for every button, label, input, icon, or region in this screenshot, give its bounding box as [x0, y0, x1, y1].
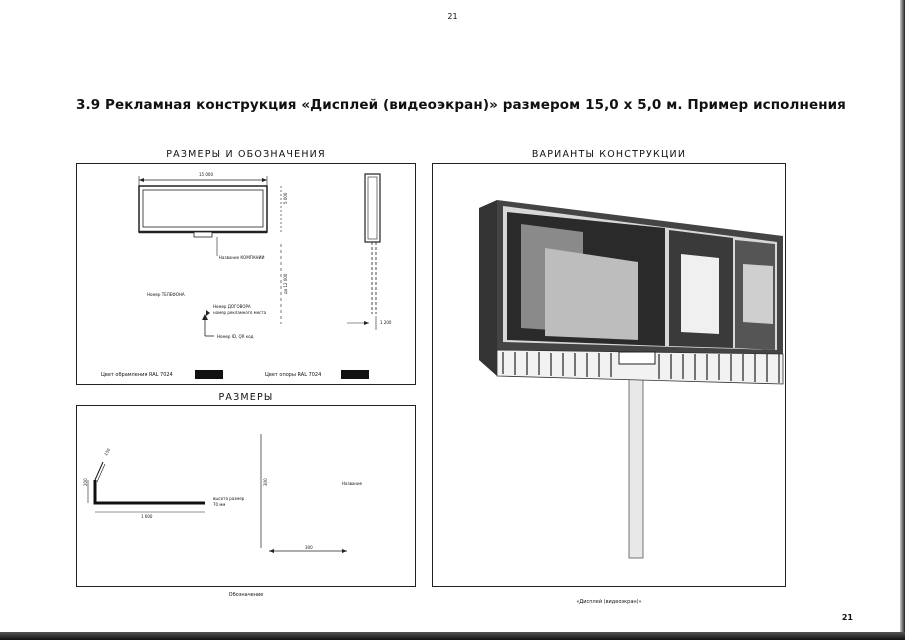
letter-height-label: высота размер: [213, 496, 245, 501]
pole-width-label: 1 200: [380, 320, 392, 325]
ad-place-number-label: номер рекламного места: [213, 310, 267, 315]
name-sample-label: Название: [342, 481, 363, 486]
phone-number-label: Номер ТЕЛЕФОНА: [147, 292, 185, 297]
width-dimension-label: 15 000: [199, 172, 213, 177]
variants-panel-heading: ВАРИАНТЫ КОНСТРУКЦИИ: [531, 149, 687, 160]
profile-depth-label: 150: [103, 447, 112, 457]
scan-edge-right: [900, 0, 905, 640]
section-title: 3.9 Рекламная конструкция «Дисплей (видеоэкран)» размером 15,0 х 5,0 м. Пример исполнения: [76, 97, 846, 113]
billboard-front-and-side-drawing: [77, 164, 414, 383]
sizes-panel-heading: РАЗМЕРЫ: [218, 392, 274, 403]
page-number-top: 21: [447, 12, 458, 21]
support-color-label: Цвет опоры RAL 7024: [265, 372, 322, 378]
profile-length-label: 1 600: [141, 514, 153, 519]
horizontal-dimension-label: 300: [305, 545, 313, 550]
scan-edge-bottom: [0, 632, 905, 640]
sizes-panel: [76, 405, 416, 587]
pole-height-label: до 12 000: [283, 273, 288, 294]
billboard-photo: [433, 164, 784, 585]
sizes-caption: Обозначение: [228, 592, 264, 598]
support-color-swatch: [341, 370, 369, 379]
company-name-label: Название КОМПАНИИ: [219, 255, 265, 260]
id-qr-label: Номер ID, QR код: [217, 334, 254, 339]
variants-panel: [432, 163, 786, 587]
profile-height-label: 200: [83, 478, 88, 486]
letter-profile-drawing: [77, 406, 414, 585]
dimensions-panel-heading: РАЗМЕРЫ И ОБОЗНАЧЕНИЯ: [166, 149, 326, 160]
contract-number-label: Номер ДОГОВОРА: [213, 304, 251, 309]
variants-caption: «Дисплей (видеоэкран)»: [576, 599, 642, 605]
frame-color-swatch: [195, 370, 223, 379]
height-dimension-label: 5 000: [283, 192, 288, 204]
page-number-bottom: 21: [841, 613, 853, 622]
dimensions-panel: [76, 163, 416, 385]
letter-height-value: 70 мм: [213, 502, 226, 507]
frame-color-label: Цвет обрамления RAL 7024: [101, 372, 173, 378]
vertical-dimension-label: 300: [263, 478, 268, 486]
